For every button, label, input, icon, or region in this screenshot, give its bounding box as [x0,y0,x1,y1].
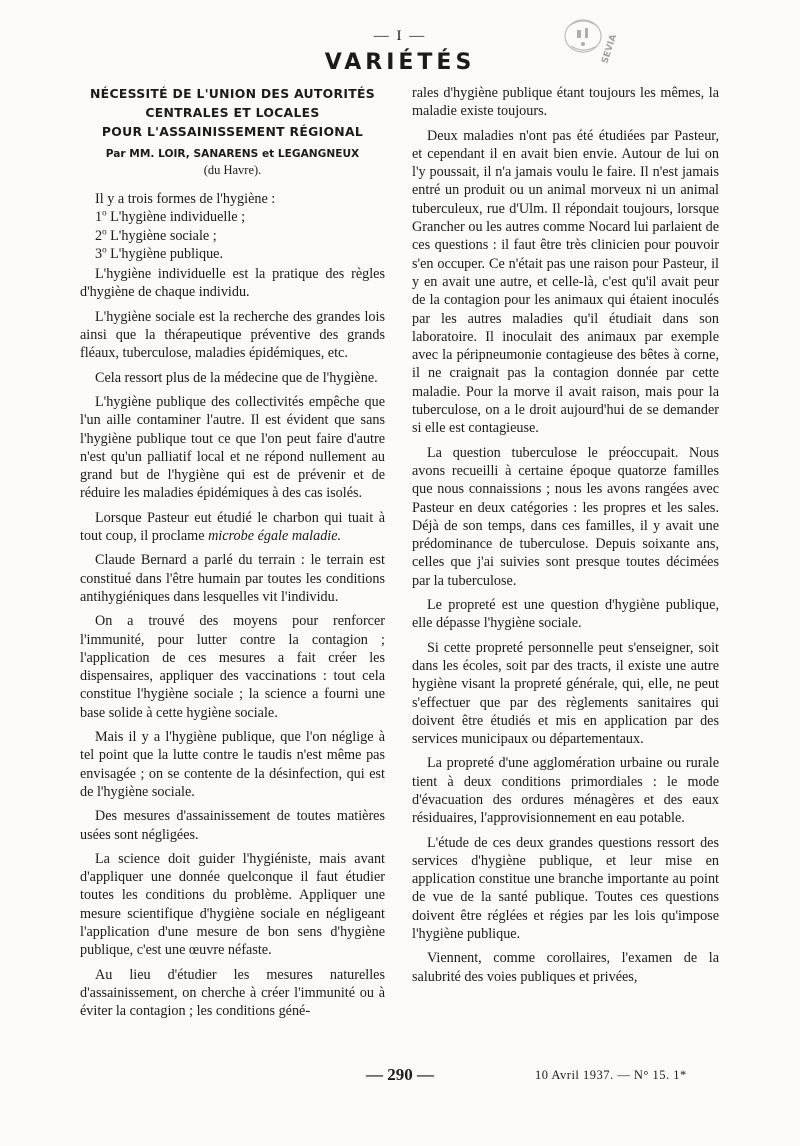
paragraph: Au lieu d'étudier les mesures naturelles d'assainissement, on cherche à créer l'immunité ou à éviter la contagion ; les conditions géné- [80,966,385,1020]
paragraph: L'hygiène individuelle est la pratique des règles d'hygiène de chaque individu. [80,266,385,301]
title-line-1: NÉCESSITÉ DE L'UNION DES AUTORITÉS [90,86,375,101]
italic-quote: microbe égale maladie. [208,528,342,545]
paragraph: On a trouvé des moyens pour renforcer l'immunité, pour lutter contre la contagion ; l'application de ces mesures a fait créer les dispensaires, appliquer des vaccinations : tout cela constitue l'hygiène sociale ; la science a fourni une base solide à cette hygiène sociale. [80,613,385,721]
article-authors: Par MM. LOIR, SANARENS et LEGANGNEUX [105,148,360,160]
paragraph: Mais il y a l'hygiène publique, que l'on néglige à tel point que la lutte contre le taudis n'est même pas envisagée ; on se contente de la désinfection, qui est de l'hygiène sociale. [80,729,385,800]
paragraph: Le propreté est une question d'hygiène publique, elle dépasse l'hygiène sociale. [412,597,719,632]
paragraph: Viennent, comme corollaires, l'examen de la salubrité des voies publiques et privées, [412,950,719,985]
paragraph: Cela ressort plus de la médecine que de l'hygiène. [95,369,378,386]
paragraph: Claude Bernard a parlé du terrain : le terrain est constitué dans l'être humain par toutes les conditions antihygiéniques dans lesquelles vit l'individu. [80,552,385,605]
issue-date: 10 Avril 1937. — N° 15. 1* [535,1068,687,1082]
paragraph: rales d'hygiène publique étant toujours les mêmes, la maladie existe toujours. [412,85,719,120]
paragraph: Deux maladies n'ont pas été étudiées par Pasteur, et cependant il en avait bien envie. Autour de lui on l'y poussait, il n'a jamais voulu le faire. Il n'est jamais entré un produit ou un animal morveux ni un animal tuberculeux, rue d'Ulm. Il répondait toujours, lorsque Grancher ou les autres comme Nocard lui parlaient de ces questions : il faut être très clinicien pour pouvoir s'en occuper. Ce n'était pas une raison pour Pasteur, il y en avait une autre, et celle-là, c'est qu'il avait peur de la contagion pour les animaux qui étaient inoculés par les autres maladies qu'il étudiait dans son laboratoire. Il inoculait des animaux par exemple avec la péripneumonie contagieuse des bêtes à corne, il ne craignait pas la contagion donnée par cette maladie. Pour la morve il avait raison, mais pour la tuberculose, on a le droit aujourd'hui de se demander si elle est contagieuse. [412,127,719,437]
paragraph: La science doit guider l'hygiéniste, mais avant d'appliquer une donnée quelconque il faut étudier toutes les conditions du problème. Appliquer une mesure scientifique d'hygiène sociale en négligeant l'application d'une mesure de bon sens d'hygiène publique, c'est une œuvre néfaste. [80,850,385,959]
paragraph: Si cette propreté personnelle peut s'enseigner, soit dans les écoles, soit par des tracts, il existe une autre hygiène visant la propreté générale, qui, elle, ne peut s'effectuer que par des règlements sanitaires qui doivent être étudiés et mis en application par des services municipaux ou départementaux. [412,639,719,748]
article-authors-origin: (du Havre). [203,163,262,177]
paragraph: La question tuberculose le préoccupait. Nous avons recueilli à certaine époque quatorze familles que nous connaissions ; nous les avons rangées avec Pasteur en deux catégories : les propres et les sales. Déjà de son temps, dans ces familles, il y avait une prédominance de tuberculose. Depuis soixante ans, celles que j'ai suivies sont presque toutes décimées par la tuberculose. [412,444,719,589]
title-line-2: CENTRALES ET LOCALES [145,105,320,120]
list-item: 2$^o$ L'hygiène sociale ; [95,225,217,244]
paragraph: L'hygiène publique des collectivités empêche que l'un aille contaminer l'autre. Il est évident que sans l'hygiène publique tout ce que l'on peut faire d'autre n'est qu'un palliatif local et ne répond nullement au grand but de l'hygiène qui est de prévenir et de réduire les maladies épidémiques à des cas isolés. [80,393,385,502]
paragraph: Lorsque Pasteur eut étudié le charbon qui tuait à tout coup, il proclame microbe égale maladie. [80,509,385,545]
list-item: 1$^o$ L'hygiène individuelle ; [95,207,246,226]
list-item: 3$^o$ L'hygiène publique. [95,244,224,262]
library-stamp [555,8,625,68]
paragraph: L'étude de ces deux grandes questions ressort des services d'hygiène publique, et leur mise en application constitue une branche importante au point de vue de la santé publique. Toutes ces questions doivent être réglées et régies par les lois qu'impose l'hygiène publique. [412,834,719,943]
section-title: VARIÉTÉS [324,50,476,75]
paragraph: L'hygiène sociale est la recherche des grandes lois ainsi que la thérapeutique préventive des grands fléaux, tuberculose, maladies épidémiques, etc. [80,308,385,362]
top-page-marker: — I — [373,28,427,44]
right-column [412,84,719,992]
intro-line: Il y a trois formes de l'hygiène : [95,191,276,207]
paragraph: Des mesures d'assainissement de toutes matières usées sont négligées. [80,808,385,843]
title-line-3: POUR L'ASSAINISSEMENT RÉGIONAL [101,124,364,139]
article-title [80,84,385,141]
paragraph: La propreté d'une agglomération urbaine ou rurale tient à deux conditions primordiales : le mode d'évacuation des ordures ménagères et des eaux résiduaires, l'approvisionnement en eau potable. [412,755,719,827]
stamp-text: SEVIA [600,33,620,65]
page-number: — 290 — [366,1065,434,1084]
left-column [80,84,385,1026]
